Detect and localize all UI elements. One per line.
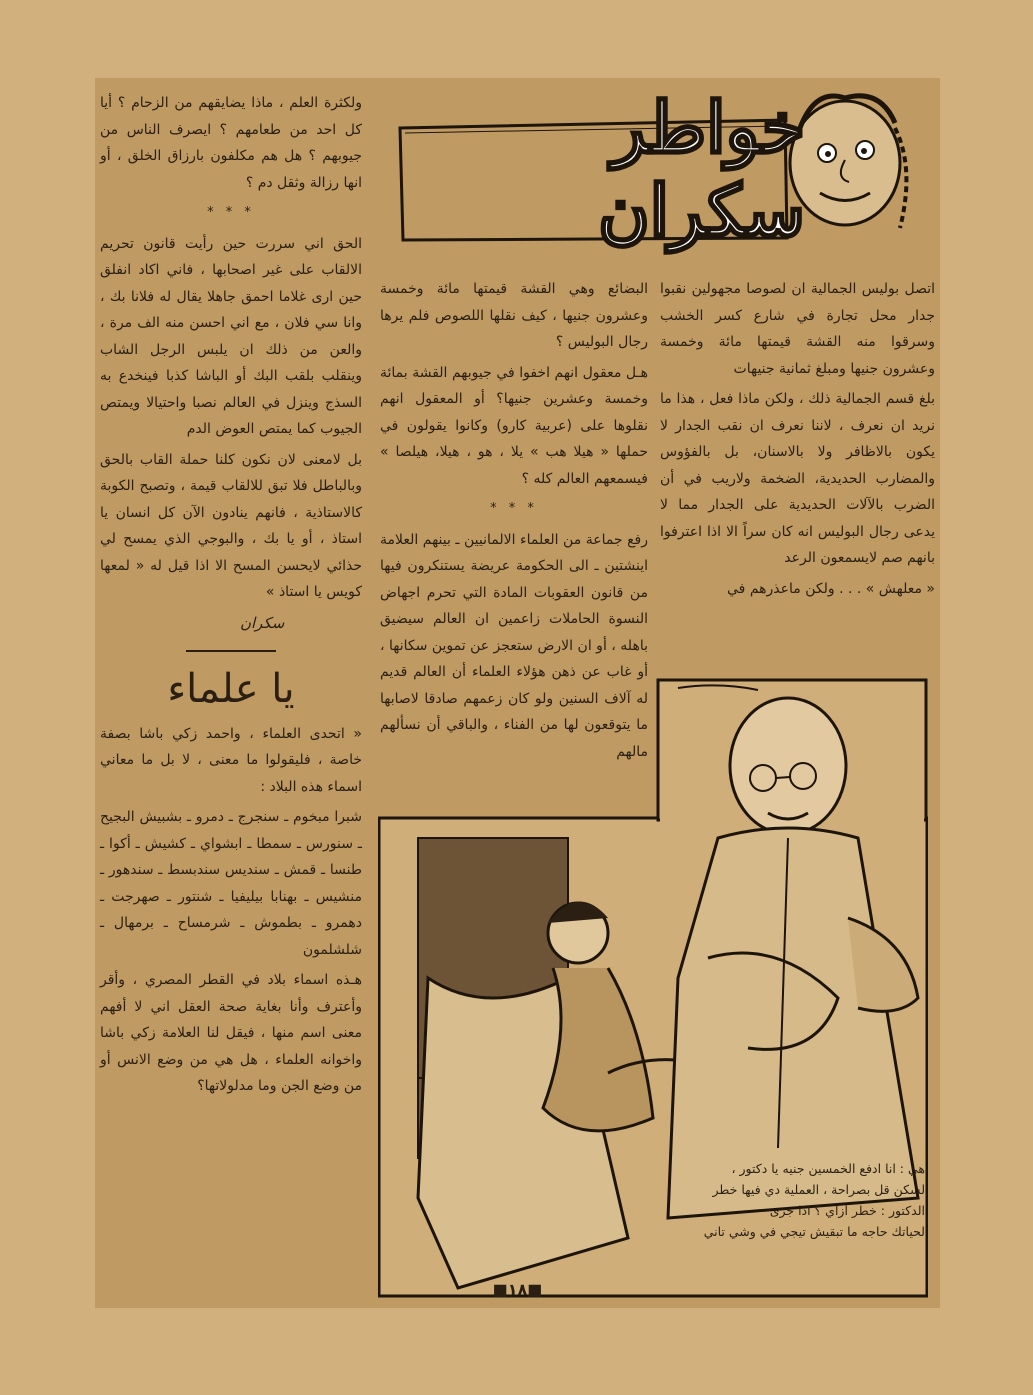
- article-paragraph: بلغ قسم الجمالية ذلك ، ولكن ماذا فعل ، هذا ما نريد ان نعرف ، لاننا نعرف ان نقب الجدار لا يكون بالاظافر ولا بالاسنان، بل بالفؤوس والمضارب الحديدية، الضخمة ولاريب في أن الضرب بالآلات الحديدية على الجدار مما لا يدعى رجال البوليس انه كان سراً الا اذا اعترفوا بانهم صم لايسمعون الرعد: [660, 391, 935, 566]
- right-column: [660, 276, 935, 606]
- section-divider: * * *: [207, 205, 255, 220]
- left-column: [100, 90, 362, 1104]
- article-paragraph: اتصل بوليس الجمالية ان لصوصا مجهولين نقبوا جدار محل تجارة في شارع كسر الخشب وسرقوا منه القشة قيمتها مائة وخمسة وعشرون جنيها ومبلغ ثمانية جنيهات: [660, 281, 935, 377]
- article-paragraph: هـل معقول انهم اخفوا في جيوبهم القشة بمائة وخمسة وعشرين جنيها؟ أو المعقول انهم نقلوها على (عربية كارو) وكانوا يقولون في حملها « هيلا هب » يلا ، هو ، هيلا، هيلصا » فيسمعهم العالم كله ؟: [380, 364, 648, 487]
- article-paragraph: رفع جماعة من العلماء الالمانيين ـ بينهم العلامة اينشتين ـ الى الحكومة عريضة يستنكرون فيها من قانون العقوبات المادة التي تحرم اجهاض النسوة الحاملات زاعمين ان العالم سيضيق باهله ، أو ان الارض ستعجز عن تموين سكانها ، أو غاب عن ذهن هؤلاء العلماء أن العالم قديم له آلاف السنين ولو كان زعمهم صادقا لاصابها ما يتوقعون لها من الفناء ، والباقي أن نسألهم مالهم: [380, 531, 648, 760]
- section-heading: يا علماء: [167, 666, 295, 712]
- section-rule: [186, 650, 276, 652]
- village-list: شبرا مبخوم ـ سنجرج ـ دمرو ـ بشبيش البجيح ـ سنورس ـ سمطا ـ ابشواي ـ كشيش ـ أكوا ـ طنسا ـ قمش ـ سنديس سندبسط ـ سندهور ـ منشيس ـ بهنابا بيليفيا ـ شنتور ـ صهرجت ـ دهمرو ـ بطموش ـ شرمساح ـ برمهال ـ شلشلمون: [100, 809, 362, 958]
- caption-line: الدكتور : خطر ازاي ؟ اذا جرى: [769, 1203, 925, 1218]
- section-divider: * * *: [490, 501, 538, 516]
- article-paragraph: بل لامعنى لان نكون كلنا حملة القاب بالحق وبالباطل فلا تبق للالقاب قيمة ، وتصبح الكوبة كالاستاذية ، فانهم ينادون الآن كل انسان يا استاذ ، أو يا بك ، والبوجي الذي يمسح لي حذائي لايحسن المسح الا اذا قيل له « لمعها كويس يا استاذ »: [100, 451, 362, 600]
- magazine-page: [95, 78, 940, 1308]
- article-paragraph: « اتحدى العلماء ، واحمد زكي باشا بصفة خاصة ، فليقولوا ما معنى ، لا بل ما معاني اسماء هذه البلاد :: [100, 725, 362, 795]
- caricature-face-icon: [790, 96, 906, 228]
- caption-line: هي : انا ادفع الخمسين جنيه يا دكتور ،: [731, 1161, 925, 1176]
- caption-line: لحياتك حاجه ما تبقيش تيجي في وشي تاني: [703, 1224, 925, 1239]
- article-paragraph: ولكثرة العلم ، ماذا يضايقهم من الزحام ؟ أيا كل احد من طعامهم ؟ ايصرف الناس من جيوبهم ؟ هل هم مكلفون بارزاق الخلق ، أو انها رزالة وثقل دم ؟: [100, 95, 362, 191]
- caption-line: لسكن قل بصراحة ، العملية دي فيها خطر: [712, 1182, 925, 1197]
- banner-title: خواطر سكران: [598, 86, 805, 252]
- article-paragraph: « معلهش » . . . ولكن ماعذرهم في: [727, 580, 935, 597]
- article-paragraph: الحق اني سررت حين رأيت قانون تحريم الالقاب على غير اصحابها ، فاني اكاد انفلق حين ارى غلاما احمق جاهلا يقال له فلانا بك ، وانا سي فلان ، مع اني احسن منه الف مرة ، والعن من ذلك ان يلبس الرجل الشاب وينقلب بلقب البك أو الباشا كذبا فينخدع به السذج وينزل في العالم نصبا واحتيالا ويمتص الجيوب كما يمتص العوض الدم: [100, 235, 362, 437]
- article-paragraph: هـذه اسماء بلاد في القطر المصري ، وأقر وأعترف وأنا بغاية صحة العقل اني لا أفهم معنى اسم منها ، فيقل لنا العلامة زكي باشا واخوانه العلماء ، هل هي من وضع الانس أو من وضع الجن وما مدلولاتها؟: [100, 972, 362, 1094]
- page-number: ■١٨■: [492, 1280, 543, 1299]
- title-banner: [395, 86, 915, 252]
- article-paragraph: البضائع وهي القشة قيمتها مائة وخمسة وعشرون جنيها ، كيف نقلها اللصوص فلم يرها رجال البوليس ؟: [380, 281, 648, 350]
- cartoon-caption: [685, 1158, 925, 1242]
- author-signature: سكران: [240, 613, 285, 632]
